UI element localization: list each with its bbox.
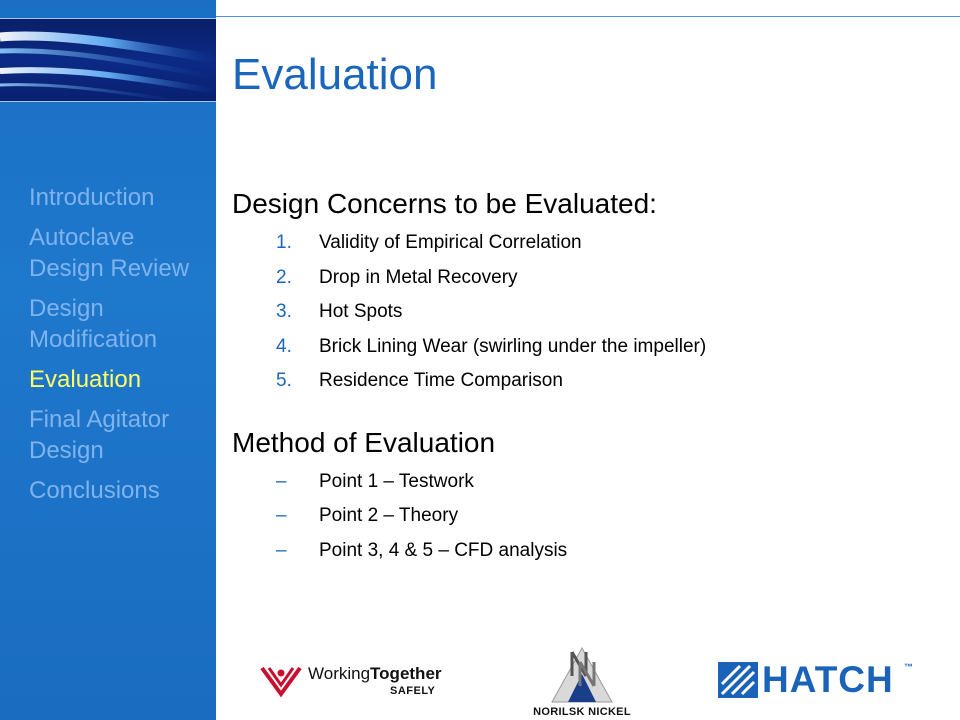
nav-item-final-agitator-design[interactable]: Final Agitator Design bbox=[29, 406, 170, 464]
list-marker: – bbox=[276, 505, 287, 526]
nav-item-design-modification[interactable]: Design Modification bbox=[29, 295, 158, 353]
list-item-text: Point 2 – Theory bbox=[319, 505, 459, 526]
list-item bbox=[232, 295, 932, 330]
list-marker: 2. bbox=[276, 266, 292, 288]
list-item bbox=[232, 364, 932, 399]
light-streak-graphic bbox=[0, 19, 216, 101]
list-item bbox=[232, 261, 932, 296]
norilsk-mountain-icon bbox=[532, 640, 632, 706]
list-item-text: Drop in Metal Recovery bbox=[319, 266, 518, 288]
list-item bbox=[232, 534, 932, 569]
nav-item-evaluation[interactable]: Evaluation bbox=[29, 366, 142, 393]
list-item-text: Point 1 – Testwork bbox=[319, 470, 474, 492]
nav-item-autoclave-design-review[interactable]: Autoclave Design Review bbox=[29, 224, 190, 282]
sidebar-nav bbox=[29, 182, 209, 515]
norilsk-nickel-logo bbox=[532, 640, 632, 720]
list-item bbox=[232, 226, 932, 261]
nav-item-introduction[interactable]: Introduction bbox=[29, 184, 155, 211]
method-heading: Method of Evaluation bbox=[232, 426, 496, 458]
logo-text: WorkingTogether bbox=[308, 664, 442, 683]
list-item bbox=[232, 465, 932, 500]
list-marker: 1. bbox=[276, 232, 292, 253]
sidebar bbox=[0, 0, 216, 720]
list-marker: – bbox=[276, 539, 287, 561]
logo-subtext: SAFELY bbox=[390, 685, 436, 697]
list-item-text: Point 3, 4 & 5 – CFD analysis bbox=[319, 539, 568, 561]
hatch-logo bbox=[718, 660, 918, 700]
safety-emblem-icon bbox=[260, 664, 302, 700]
concerns-heading: Design Concerns to be Evaluated: bbox=[232, 188, 657, 219]
list-marker: 4. bbox=[276, 335, 292, 357]
list-marker: 3. bbox=[276, 301, 292, 322]
list-item-text: Validity of Empirical Correlation bbox=[319, 232, 582, 253]
list-item bbox=[232, 330, 932, 365]
slide-title: Evaluation bbox=[232, 50, 438, 99]
concerns-list bbox=[232, 226, 932, 399]
list-item-text: Brick Lining Wear (swirling under the impeller) bbox=[319, 335, 707, 357]
footer-logos bbox=[216, 630, 960, 720]
logo-text: HATCH bbox=[762, 659, 894, 700]
list-item-text: Residence Time Comparison bbox=[319, 370, 563, 391]
hatch-emblem-icon bbox=[718, 662, 758, 698]
list-item bbox=[232, 499, 932, 534]
method-list bbox=[232, 465, 932, 569]
logo-text: NORILSK NICKEL bbox=[533, 706, 631, 718]
list-item-text: Hot Spots bbox=[319, 301, 403, 322]
header-banner-image bbox=[0, 18, 216, 102]
top-divider-line bbox=[216, 16, 960, 17]
list-marker: – bbox=[276, 470, 287, 492]
list-marker: 5. bbox=[276, 370, 292, 391]
trademark-mark: ™ bbox=[904, 662, 913, 672]
slide-body bbox=[232, 184, 932, 568]
nav-item-conclusions[interactable]: Conclusions bbox=[29, 477, 160, 504]
working-together-safely-logo bbox=[260, 660, 450, 710]
